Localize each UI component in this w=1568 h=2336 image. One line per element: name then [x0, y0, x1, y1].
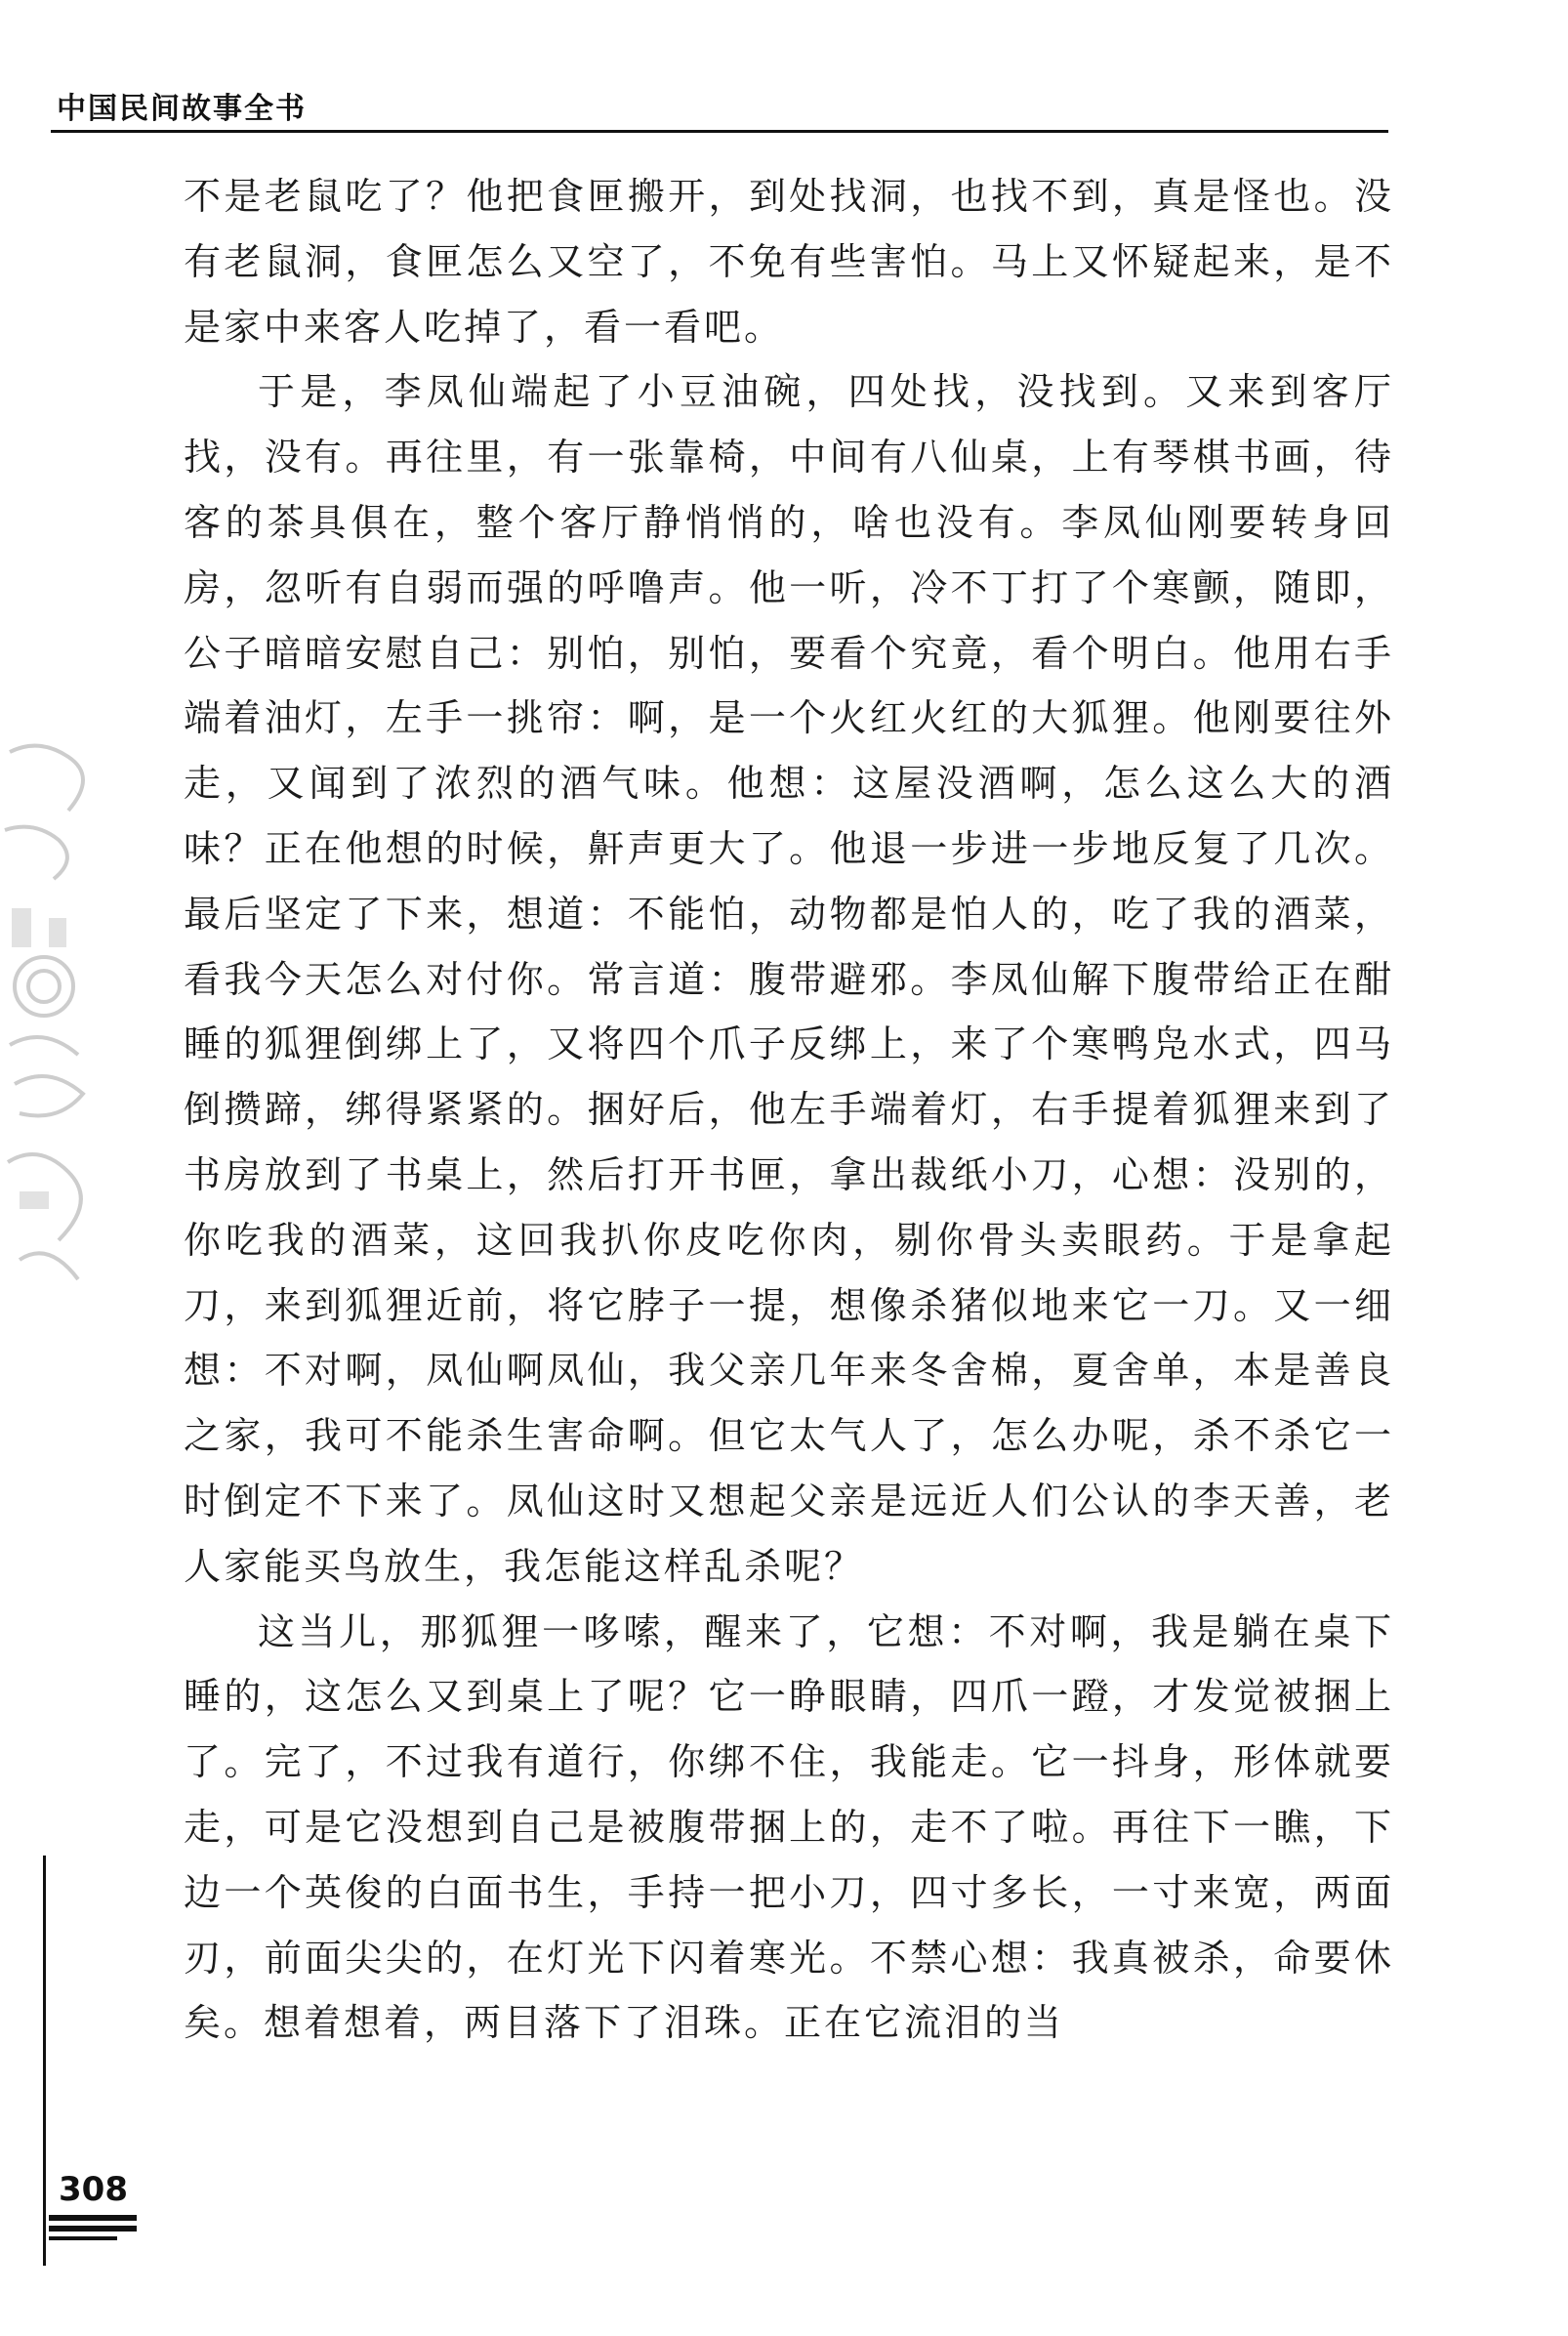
paragraph: 不是老鼠吃了？他把食匣搬开，到处找洞，也找不到，真是怪也。没有老鼠洞，食匣怎么又空了，不免有些害怕。马上又怀疑起来，是不是家中来客人吃掉了，看一看吧。 [184, 175, 1394, 349]
book-title: 中国民间故事全书 [57, 92, 307, 126]
paragraph: 这当儿，那狐狸一哆嗦，醒来了，它想：不对啊，我是躺在桌下睡的，这怎么又到桌上了呢？它一睁眼睛，四爪一蹬，才发觉被捆上了。完了，不过我有道行，你绑不住，我能走。它一抖身，形体就要走，可是它没想到自己是被腹带捆上的，走不了啦。再往下一瞧，下边一个英俊的白面书生，手持一把小刀，四寸多长，一寸来宽，两面刃，前面尖尖的，在灯光下闪着寒光。不禁心想：我真被杀，命要休矣。想着想着，两目落下了泪珠。正在它流泪的当 [184, 1609, 1394, 2045]
page-number: 308 [59, 2170, 128, 2209]
footer-bars [49, 2215, 137, 2245]
footer-vertical-rule [43, 1856, 46, 2266]
body-text [184, 164, 1394, 2056]
header-rule [51, 130, 1388, 133]
side-decoration-image [0, 732, 88, 1318]
paragraph: 于是，李凤仙端起了小豆油碗，四处找，没找到。又来到客厅找，没有。再往里，有一张靠椅，中间有八仙桌，上有琴棋书画，待客的茶具俱在，整个客厅静悄悄的，啥也没有。李凤仙刚要转身回房，忽听有自弱而强的呼噜声。他一听，冷不丁打了个寒颤，随即，公子暗暗安慰自己：别怕，别怕，要看个究竟，看个明白。他用右手端着油灯，左手一挑帘：啊，是一个火红火红的大狐狸。他刚要往外走，又闻到了浓烈的酒气味。他想：这屋没酒啊，怎么这么大的酒味？正在他想的时候，鼾声更大了。他退一步进一步地反复了几次。最后坚定了下来，想道：不能怕，动物都是怕人的，吃了我的酒菜，看我今天怎么对付你。常言道：腹带避邪。李凤仙解下腹带给正在酣睡的狐狸倒绑上了，又将四个爪子反绑上，来了个寒鸭凫水式，四马倒攒蹄，绑得紧紧的。捆好后，他左手端着灯，右手提着狐狸来到了书房放到了书桌上，然后打开书匣，拿出裁纸小刀，心想：没别的，你吃我的酒菜，这回我扒你皮吃你肉，剔你骨头卖眼药。于是拿起刀，来到狐狸近前，将它脖子一提，想像杀猪似地来它一刀。又一细想：不对啊，凤仙啊凤仙，我父亲几年来冬舍棉，夏舍单，本是善良之家，我可不能杀生害命啊。但它太气人了，怎么办呢，杀不杀它一时倒定不下来了。凤仙这时又想起父亲是远近人们公认的李天善，老人家能买鸟放生，我怎能这样乱杀呢？ [184, 370, 1394, 1588]
